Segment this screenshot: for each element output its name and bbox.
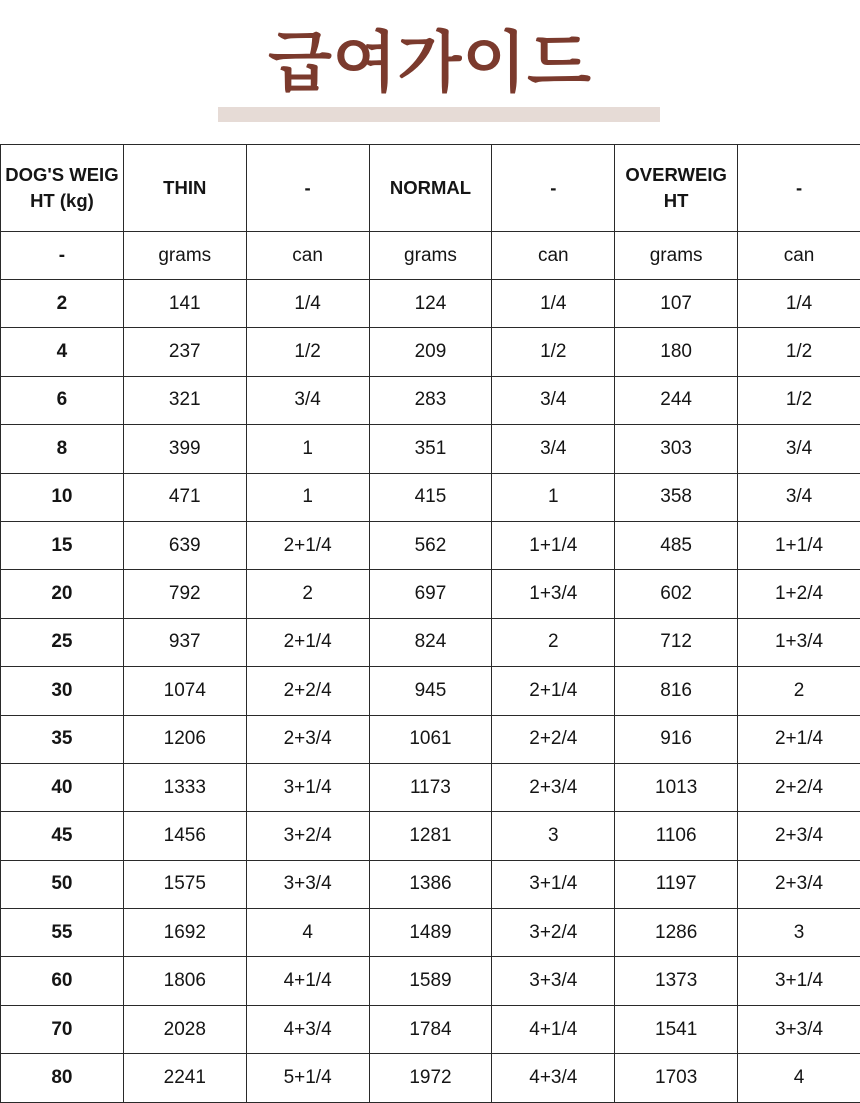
table-row bbox=[1, 860, 860, 908]
cell-normal-grams: 1784 bbox=[369, 1005, 492, 1053]
header-thin: THIN bbox=[123, 145, 246, 232]
cell-overweight-can: 3/4 bbox=[738, 473, 860, 521]
cell-overweight-grams: 602 bbox=[615, 570, 738, 618]
table-row bbox=[1, 521, 860, 569]
cell-thin-grams: 1333 bbox=[123, 763, 246, 811]
cell-weight: 15 bbox=[1, 521, 124, 569]
cell-weight: 45 bbox=[1, 812, 124, 860]
cell-thin-grams: 1806 bbox=[123, 957, 246, 1005]
page-title: 급여가이드 bbox=[0, 22, 860, 104]
cell-weight: 40 bbox=[1, 763, 124, 811]
cell-thin-can: 1/2 bbox=[246, 328, 369, 376]
table-row bbox=[1, 425, 860, 473]
table-row bbox=[1, 328, 860, 376]
cell-normal-can: 1 bbox=[492, 473, 615, 521]
cell-overweight-grams: 816 bbox=[615, 667, 738, 715]
cell-normal-can: 2+1/4 bbox=[492, 667, 615, 715]
cell-normal-grams: 1281 bbox=[369, 812, 492, 860]
cell-normal-grams: 209 bbox=[369, 328, 492, 376]
cell-thin-grams: 639 bbox=[123, 521, 246, 569]
cell-normal-grams: 562 bbox=[369, 521, 492, 569]
cell-thin-can: 2+1/4 bbox=[246, 521, 369, 569]
cell-overweight-grams: 916 bbox=[615, 715, 738, 763]
cell-normal-grams: 697 bbox=[369, 570, 492, 618]
table-row bbox=[1, 618, 860, 666]
cell-normal-grams: 1972 bbox=[369, 1054, 492, 1102]
cell-weight: 2 bbox=[1, 280, 124, 328]
cell-thin-can: 3+2/4 bbox=[246, 812, 369, 860]
feeding-guide-table bbox=[0, 144, 860, 1103]
cell-weight: 50 bbox=[1, 860, 124, 908]
header-thin-can: - bbox=[246, 145, 369, 232]
cell-normal-can: 3/4 bbox=[492, 376, 615, 424]
cell-normal-grams: 1386 bbox=[369, 860, 492, 908]
cell-normal-grams: 415 bbox=[369, 473, 492, 521]
cell-thin-can: 4+1/4 bbox=[246, 957, 369, 1005]
table-row bbox=[1, 376, 860, 424]
cell-normal-can: 2 bbox=[492, 618, 615, 666]
cell-weight: 60 bbox=[1, 957, 124, 1005]
table-row bbox=[1, 280, 860, 328]
table-row bbox=[1, 1005, 860, 1053]
header-overweight-can: - bbox=[738, 145, 860, 232]
cell-normal-grams: 824 bbox=[369, 618, 492, 666]
cell-overweight-can: 3+3/4 bbox=[738, 1005, 860, 1053]
cell-overweight-grams: 107 bbox=[615, 280, 738, 328]
unit-cell: grams bbox=[615, 232, 738, 280]
cell-thin-can: 4+3/4 bbox=[246, 1005, 369, 1053]
cell-thin-grams: 399 bbox=[123, 425, 246, 473]
cell-overweight-can: 1/2 bbox=[738, 328, 860, 376]
cell-overweight-grams: 244 bbox=[615, 376, 738, 424]
cell-normal-can: 1/2 bbox=[492, 328, 615, 376]
cell-normal-can: 3 bbox=[492, 812, 615, 860]
cell-thin-grams: 1575 bbox=[123, 860, 246, 908]
cell-normal-grams: 283 bbox=[369, 376, 492, 424]
cell-weight: 8 bbox=[1, 425, 124, 473]
cell-thin-grams: 1692 bbox=[123, 909, 246, 957]
table-row bbox=[1, 570, 860, 618]
header-dog-weight: DOG'S WEIGHT (kg) bbox=[1, 145, 124, 232]
cell-thin-can: 3+3/4 bbox=[246, 860, 369, 908]
cell-overweight-can: 2+3/4 bbox=[738, 812, 860, 860]
cell-thin-can: 4 bbox=[246, 909, 369, 957]
table-row bbox=[1, 1054, 860, 1102]
cell-overweight-can: 3/4 bbox=[738, 425, 860, 473]
cell-normal-can: 1+1/4 bbox=[492, 521, 615, 569]
cell-thin-grams: 141 bbox=[123, 280, 246, 328]
header-normal-can: - bbox=[492, 145, 615, 232]
table-header-row bbox=[1, 145, 860, 232]
cell-overweight-grams: 1541 bbox=[615, 1005, 738, 1053]
table-row bbox=[1, 812, 860, 860]
cell-normal-grams: 1173 bbox=[369, 763, 492, 811]
cell-thin-can: 2 bbox=[246, 570, 369, 618]
cell-thin-can: 2+1/4 bbox=[246, 618, 369, 666]
cell-thin-grams: 1456 bbox=[123, 812, 246, 860]
cell-overweight-grams: 1013 bbox=[615, 763, 738, 811]
cell-normal-can: 1+3/4 bbox=[492, 570, 615, 618]
table-row bbox=[1, 763, 860, 811]
cell-weight: 4 bbox=[1, 328, 124, 376]
cell-overweight-grams: 1106 bbox=[615, 812, 738, 860]
cell-thin-can: 2+2/4 bbox=[246, 667, 369, 715]
cell-overweight-can: 1+3/4 bbox=[738, 618, 860, 666]
cell-normal-can: 3+1/4 bbox=[492, 860, 615, 908]
cell-normal-can: 3+3/4 bbox=[492, 957, 615, 1005]
table-row bbox=[1, 667, 860, 715]
cell-normal-can: 1/4 bbox=[492, 280, 615, 328]
cell-overweight-can: 1+1/4 bbox=[738, 521, 860, 569]
cell-thin-grams: 1206 bbox=[123, 715, 246, 763]
cell-thin-grams: 937 bbox=[123, 618, 246, 666]
cell-weight: 35 bbox=[1, 715, 124, 763]
header-overweight: OVERWEIGHT bbox=[615, 145, 738, 232]
cell-thin-can: 3+1/4 bbox=[246, 763, 369, 811]
cell-overweight-can: 2+3/4 bbox=[738, 860, 860, 908]
cell-overweight-grams: 180 bbox=[615, 328, 738, 376]
cell-thin-grams: 2241 bbox=[123, 1054, 246, 1102]
cell-overweight-can: 2 bbox=[738, 667, 860, 715]
cell-overweight-grams: 1373 bbox=[615, 957, 738, 1005]
cell-overweight-can: 3+1/4 bbox=[738, 957, 860, 1005]
cell-normal-can: 2+3/4 bbox=[492, 763, 615, 811]
table-unit-row bbox=[1, 232, 860, 280]
table-row bbox=[1, 957, 860, 1005]
cell-overweight-can: 2+2/4 bbox=[738, 763, 860, 811]
cell-weight: 30 bbox=[1, 667, 124, 715]
unit-cell: - bbox=[1, 232, 124, 280]
unit-cell: can bbox=[246, 232, 369, 280]
table-row bbox=[1, 909, 860, 957]
cell-thin-can: 5+1/4 bbox=[246, 1054, 369, 1102]
unit-cell: grams bbox=[123, 232, 246, 280]
cell-normal-can: 4+3/4 bbox=[492, 1054, 615, 1102]
cell-normal-grams: 124 bbox=[369, 280, 492, 328]
cell-weight: 6 bbox=[1, 376, 124, 424]
cell-weight: 20 bbox=[1, 570, 124, 618]
header-normal: NORMAL bbox=[369, 145, 492, 232]
unit-cell: can bbox=[738, 232, 860, 280]
cell-thin-can: 1 bbox=[246, 425, 369, 473]
cell-thin-can: 2+3/4 bbox=[246, 715, 369, 763]
unit-cell: grams bbox=[369, 232, 492, 280]
cell-normal-grams: 1589 bbox=[369, 957, 492, 1005]
cell-normal-can: 4+1/4 bbox=[492, 1005, 615, 1053]
cell-weight: 10 bbox=[1, 473, 124, 521]
cell-overweight-can: 1+2/4 bbox=[738, 570, 860, 618]
cell-normal-grams: 351 bbox=[369, 425, 492, 473]
cell-thin-grams: 237 bbox=[123, 328, 246, 376]
cell-normal-can: 3+2/4 bbox=[492, 909, 615, 957]
cell-overweight-grams: 358 bbox=[615, 473, 738, 521]
cell-overweight-can: 2+1/4 bbox=[738, 715, 860, 763]
cell-overweight-grams: 1286 bbox=[615, 909, 738, 957]
cell-overweight-can: 1/4 bbox=[738, 280, 860, 328]
cell-normal-can: 3/4 bbox=[492, 425, 615, 473]
cell-thin-grams: 321 bbox=[123, 376, 246, 424]
table-row bbox=[1, 715, 860, 763]
cell-overweight-can: 3 bbox=[738, 909, 860, 957]
cell-overweight-can: 4 bbox=[738, 1054, 860, 1102]
cell-weight: 55 bbox=[1, 909, 124, 957]
table-row bbox=[1, 473, 860, 521]
cell-overweight-can: 1/2 bbox=[738, 376, 860, 424]
cell-weight: 80 bbox=[1, 1054, 124, 1102]
cell-overweight-grams: 1197 bbox=[615, 860, 738, 908]
cell-overweight-grams: 712 bbox=[615, 618, 738, 666]
cell-overweight-grams: 1703 bbox=[615, 1054, 738, 1102]
cell-thin-grams: 2028 bbox=[123, 1005, 246, 1053]
cell-thin-can: 1/4 bbox=[246, 280, 369, 328]
cell-thin-grams: 792 bbox=[123, 570, 246, 618]
cell-thin-grams: 1074 bbox=[123, 667, 246, 715]
unit-cell: can bbox=[492, 232, 615, 280]
table-body bbox=[1, 280, 860, 1103]
cell-weight: 70 bbox=[1, 1005, 124, 1053]
cell-overweight-grams: 303 bbox=[615, 425, 738, 473]
cell-normal-can: 2+2/4 bbox=[492, 715, 615, 763]
cell-thin-can: 3/4 bbox=[246, 376, 369, 424]
cell-normal-grams: 1061 bbox=[369, 715, 492, 763]
title-underline-bar bbox=[218, 107, 660, 122]
cell-weight: 25 bbox=[1, 618, 124, 666]
cell-thin-grams: 471 bbox=[123, 473, 246, 521]
cell-normal-grams: 1489 bbox=[369, 909, 492, 957]
cell-normal-grams: 945 bbox=[369, 667, 492, 715]
cell-overweight-grams: 485 bbox=[615, 521, 738, 569]
cell-thin-can: 1 bbox=[246, 473, 369, 521]
